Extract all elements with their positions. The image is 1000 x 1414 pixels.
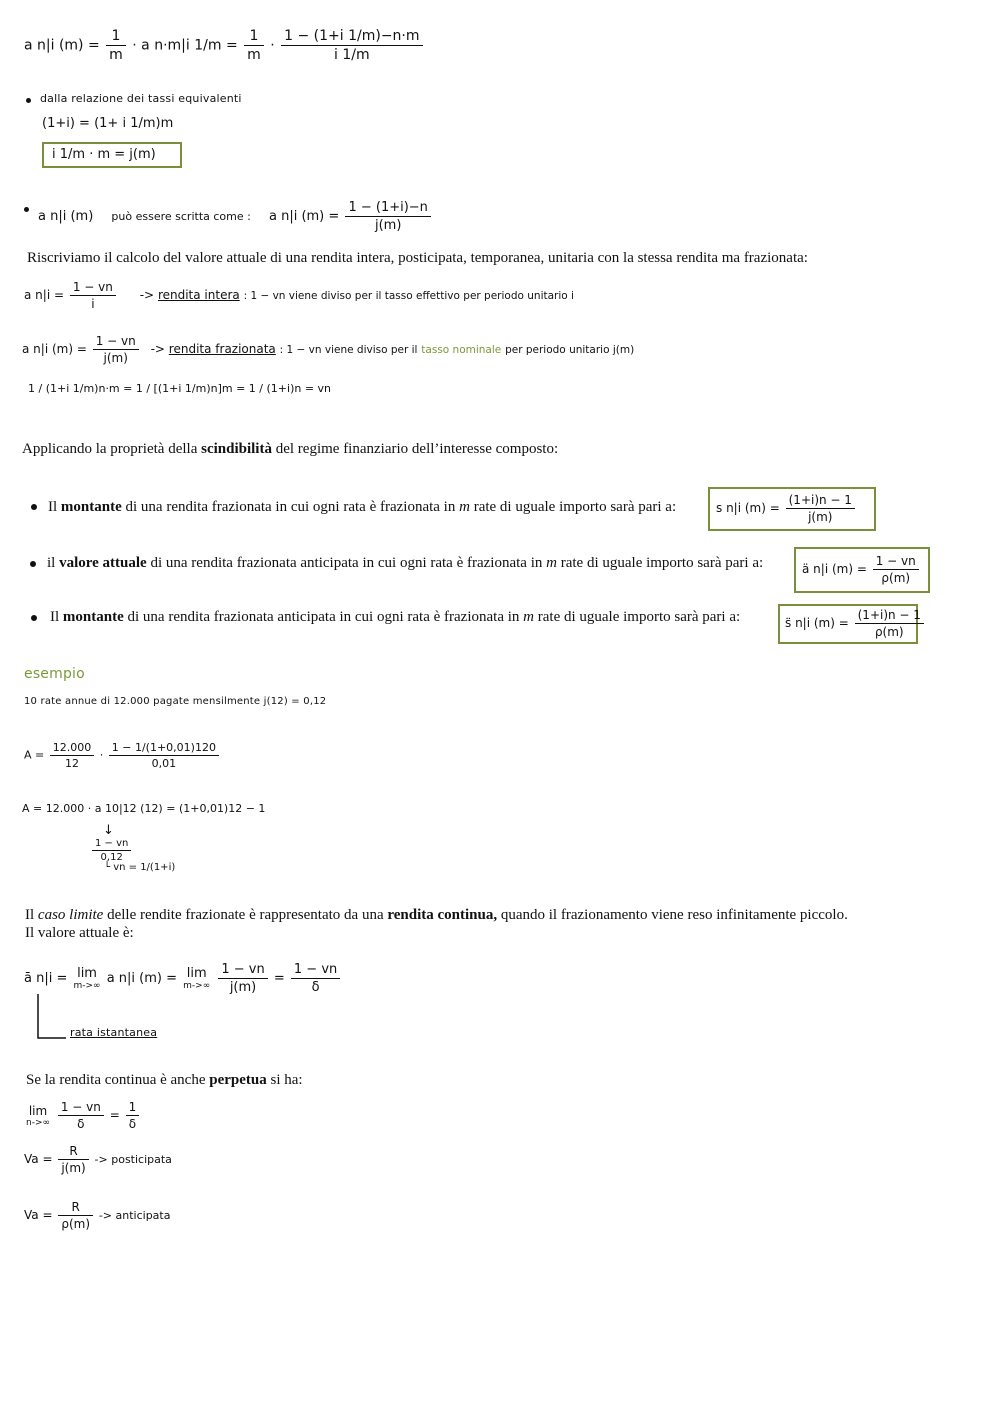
note-equivalent-rates: dalla relazione dei tassi equivalenti — [40, 92, 242, 105]
formula-mid: · a n·m|i 1/m — [132, 37, 222, 54]
item-valore-attuale: il valore attuale di una rendita frazionata anticipata in cui ogni rata è frazionata in m rate di uguale importo sarà pari a: — [47, 555, 764, 571]
note-can-be-written: a n|i (m) può essere scritta come : a n|i (m) = $\frac{1 - (1+i)-n}{j(m)}$ — [38, 200, 433, 233]
formula-lhs: a n|i (m) — [24, 37, 84, 54]
arrow-down-icon: ↓ — [103, 823, 114, 838]
item-montante-anticipata: Il montante di una rendita frazionata anticipata in cui ogni rata è frazionata in m rate di uguale importo sarà pari a: — [50, 609, 741, 625]
formula-frac-rhs: $\frac{1 - (1+i 1/m)-n\cdot m}{i 1/m}$ — [281, 28, 422, 63]
formula-rendita-continua: ā n|i = lim m->∞ a n|i (m) = lim m->∞ $\frac{1 - vn}{j(m)}$ = $\frac{1 - vn}{\delta}$ — [24, 962, 342, 995]
formula-va-anticipata: Va = $\frac{R}{\rho(m)}$ -> anticipata — [24, 1200, 171, 1231]
paragraph-valore-attuale: Il valore attuale è: — [25, 925, 134, 941]
formula-equivalent-rates: (1+i) = (1+ i 1/m)m — [42, 116, 174, 131]
formula-montante: s n|i (m) = $\frac{(1+i)n - 1}{j(m)}$ — [716, 493, 857, 524]
formula-frac-1-m-b: $\frac{1}{m}$ — [244, 28, 264, 63]
boxed-formula-montante — [708, 487, 876, 531]
boxed-formula-text: i 1/m · m = j(m) — [52, 147, 156, 162]
line-rendita-intera: a n|i = $\frac{1 - vn}{i}$ -> rendita intera : 1 − vn viene diviso per il tasso effettivo per periodo unitario i — [24, 280, 574, 311]
line-rendita-frazionata: a n|i (m) = $\frac{1 - vn}{j(m)}$ -> rendita frazionata : 1 − vn viene diviso per il tasso nominale per periodo unitario j(m) — [22, 334, 635, 365]
line-v-identity: 1 / (1+i 1/m)n·m = 1 / [(1+i 1/m)n]m = 1 / (1+i)n = vn — [28, 382, 332, 395]
formula-frac-1-m: $\frac{1}{m}$ — [106, 28, 126, 63]
frac-continua-2: $\frac{1 - vn}{\delta}$ — [291, 962, 340, 995]
bullet-dot — [24, 207, 29, 212]
esempio-line: 10 rate annue di 12.000 pagate mensilmente j(12) = 0,12 — [24, 696, 327, 707]
formula-va-posticipata: Va = $\frac{R}{j(m)}$ -> posticipata — [24, 1144, 172, 1175]
formula-montante-anticipata: s̈ n|i (m) = $\frac{(1+i)n - 1}{\rho(m)}$ — [785, 608, 926, 639]
esempio-formula-A2: A = 12.000 · a 10|12 (12) = (1+0,01)12 − 1 — [22, 802, 266, 815]
bullet-dot — [31, 615, 37, 621]
bullet-dot — [30, 561, 36, 567]
frac-frazionata: $\frac{1 - vn}{j(m)}$ — [93, 334, 139, 365]
frac-va-anticipata: $\frac{R}{\rho(m)}$ — [58, 1200, 93, 1231]
esempio-frac-A2 — [90, 838, 133, 863]
esempio-v-def: └ vn = 1/(1+i) — [104, 862, 176, 873]
paragraph-caso-limite: Il caso limite delle rendite frazionate è rappresentato da una rendita continua, quando il frazionamento viene reso infinitamente piccolo. — [25, 907, 848, 923]
frac-va-posticipata: $\frac{R}{j(m)}$ — [58, 1144, 88, 1175]
boxed-formula-valore-attuale — [794, 547, 930, 593]
frac-perpetua-2: $\frac{1}{\delta}$ — [126, 1100, 140, 1131]
frac-A2: $\frac{1 - vn}{0,12}$ — [92, 838, 131, 863]
frac-perpetua-1: $\frac{1 - vn}{\delta}$ — [58, 1100, 104, 1131]
frac-montante-anticipata: $\frac{(1+i)n - 1}{\rho(m)}$ — [855, 608, 924, 639]
esempio-formula-A1: A = $\frac{12.000}{12}$ · $\frac{1 - 1/(1+0,01)120}{0,01}$ — [24, 741, 221, 770]
bullet-dot — [31, 504, 37, 510]
boxed-formula — [42, 142, 182, 168]
paragraph-scindibilita: Applicando la proprietà della scindibilità del regime finanziario dell’interesse composto: — [22, 441, 559, 457]
paragraph-rewrite: Riscriviamo il calcolo del valore attuale di una rendita intera, posticipata, temporanea, unitaria con la stessa rendita ma frazionata: — [27, 250, 808, 266]
formula-frac-bullet2: $\frac{1 - (1+i)-n}{j(m)}$ — [345, 200, 430, 233]
frac-continua-1: $\frac{1 - vn}{j(m)}$ — [218, 962, 267, 995]
frac-A1-1: $\frac{12.000}{12}$ — [50, 741, 95, 770]
bullet-dot — [26, 98, 31, 103]
limit-n: lim n->∞ — [26, 1103, 50, 1128]
limit-2: lim m->∞ — [183, 966, 211, 991]
formula-annuity-fractional: a n|i (m) = $\frac{1}{m}$ · a n·m|i 1/m = $\frac{1}{m}$ · $\frac{1 - (1+i 1/m)-n\cdot m}{i 1/m}$ — [24, 28, 425, 63]
frac-valore-attuale: $\frac{1 - vn}{\rho(m)}$ — [873, 554, 919, 585]
limit-1: lim m->∞ — [73, 966, 101, 991]
paragraph-perpetua: Se la rendita continua è anche perpetua si ha: — [26, 1072, 303, 1088]
formula-valore-attuale: ä n|i (m) = $\frac{1 - vn}{\rho(m)}$ — [802, 554, 921, 585]
frac-montante: $\frac{(1+i)n - 1}{j(m)}$ — [786, 493, 855, 524]
esempio-title: esempio — [24, 666, 85, 682]
frac-A1-2: $\frac{1 - 1/(1+0,01)120}{0,01}$ — [109, 741, 219, 770]
frac-intera: $\frac{1 - vn}{i}$ — [70, 280, 116, 311]
label-rata-istantanea: rata istantanea — [70, 1026, 158, 1039]
boxed-formula-montante-anticipata — [778, 604, 921, 644]
formula-perpetua-limit: lim n->∞ $\frac{1 - vn}{\delta}$ = $\frac{1}{\delta}$ — [24, 1100, 141, 1131]
item-montante: Il montante di una rendita frazionata in cui ogni rata è frazionata in m rate di uguale importo sarà pari a: — [48, 499, 677, 515]
